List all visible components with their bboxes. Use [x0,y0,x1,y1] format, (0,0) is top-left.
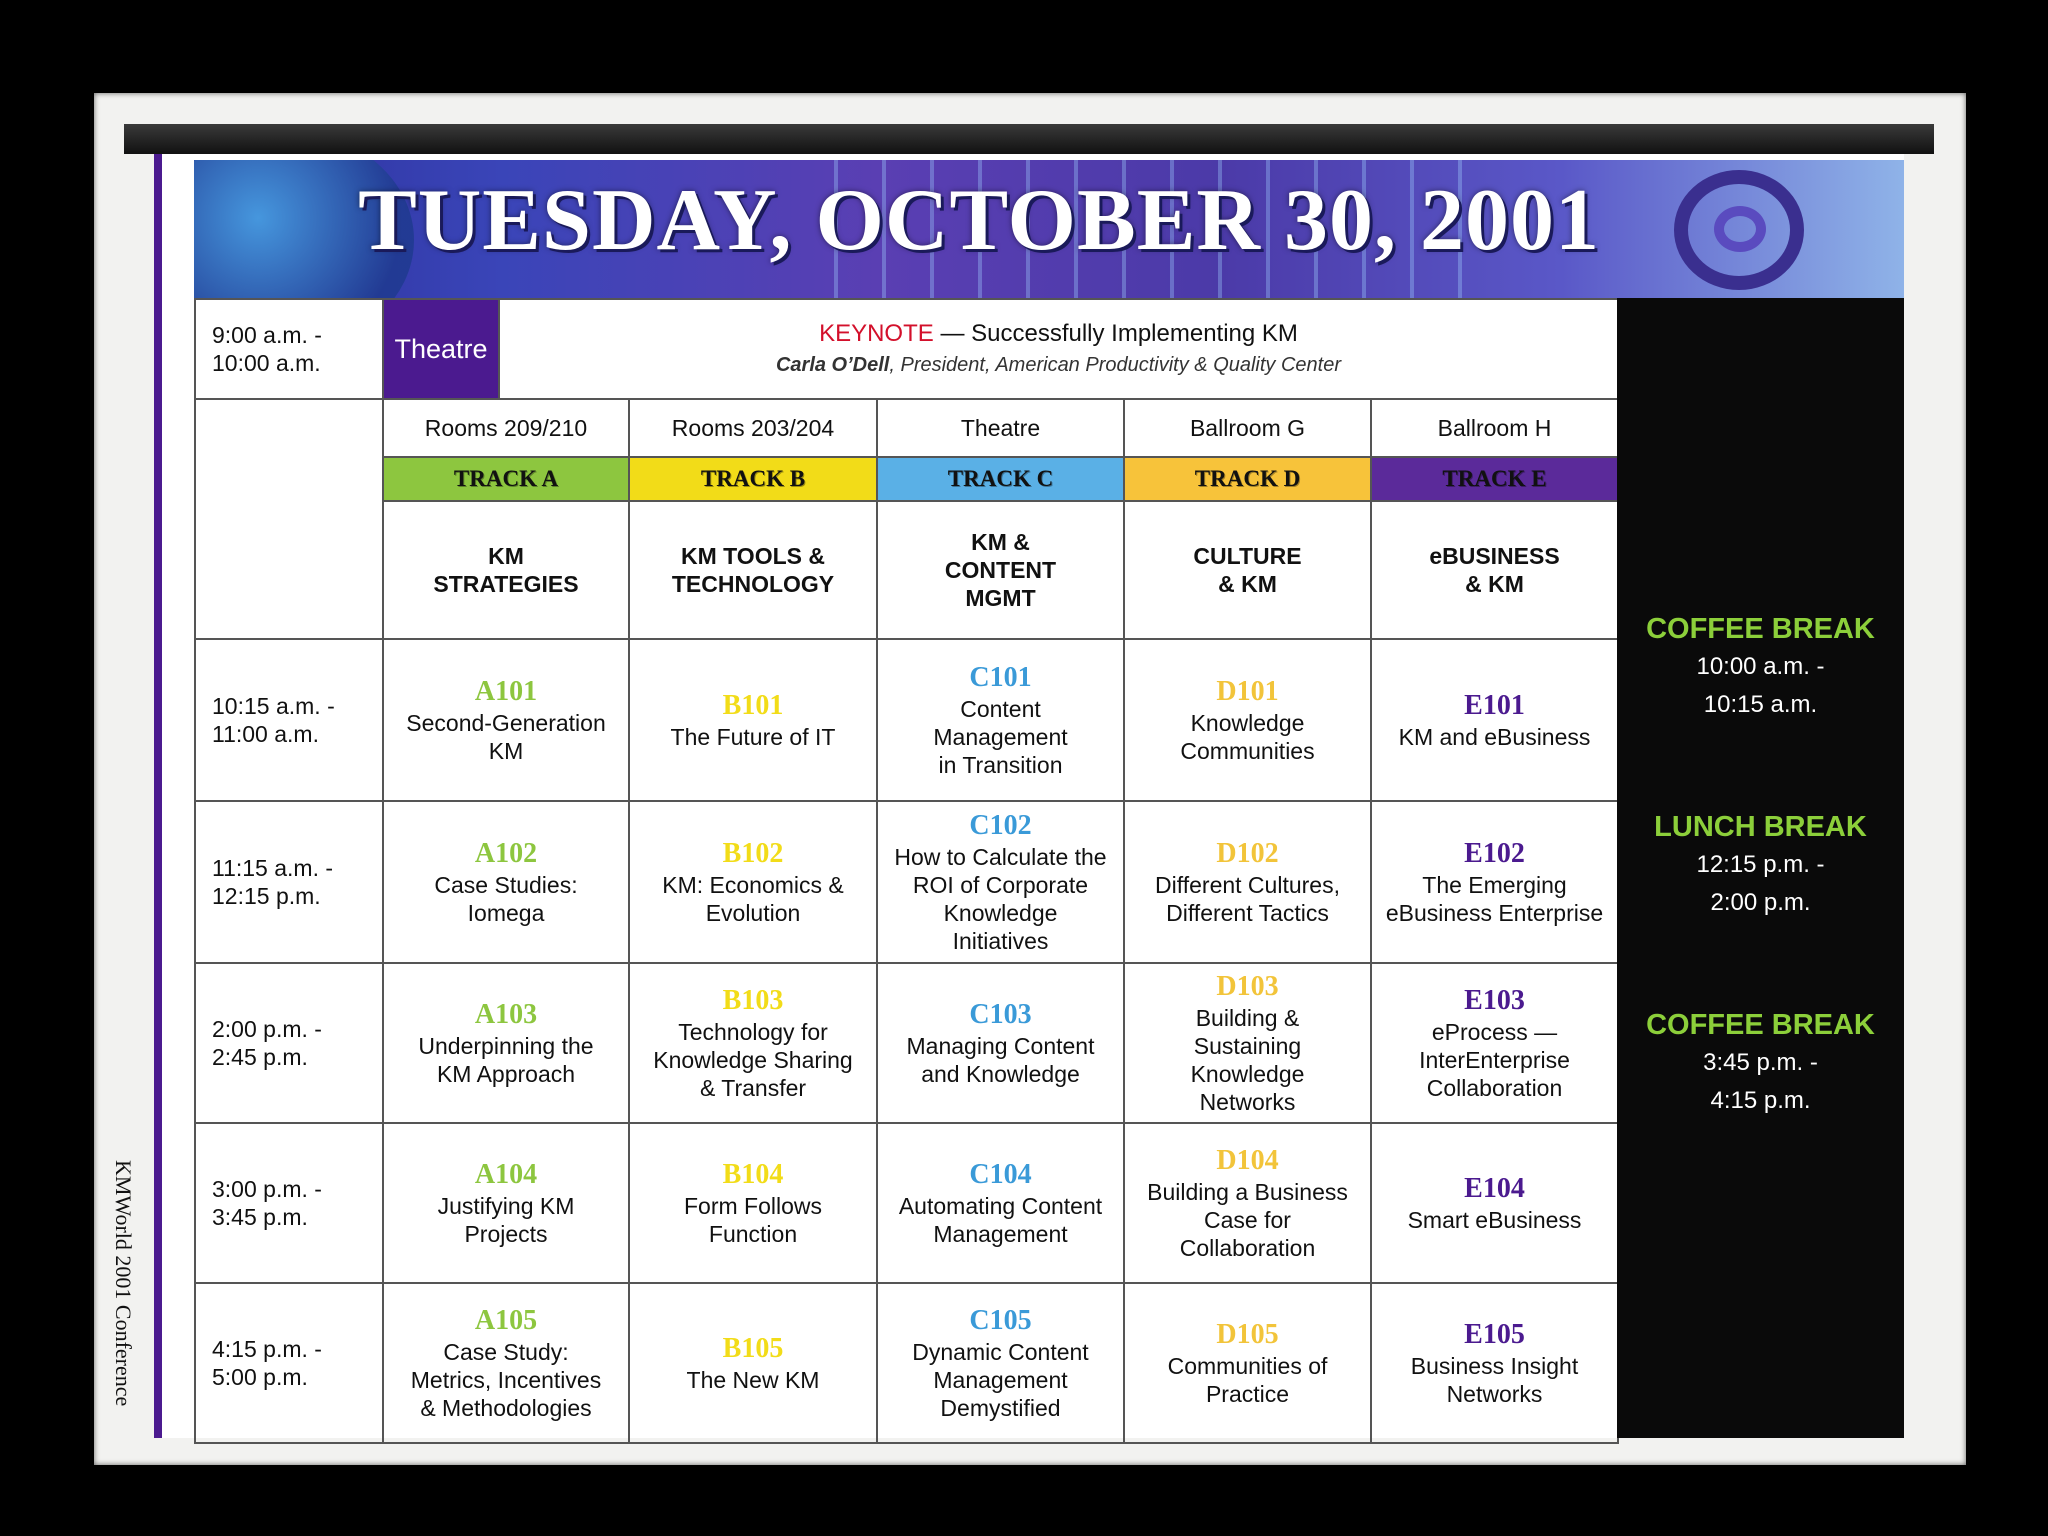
time-end: 10:00 a.m. [212,350,321,376]
time-start: 4:15 p.m. - [212,1336,322,1362]
session-cell [1371,1123,1618,1283]
session-title-line: The New KM [686,1367,820,1393]
session-title-line: Practice [1205,1381,1290,1407]
track-label: TRACK D [1124,457,1371,501]
track-name-line: eBUSINESS [1429,543,1560,569]
session-title-line: Knowledge [943,900,1058,926]
session-title-line: Technology for [678,1019,828,1045]
session-title-line: in Transition [938,752,1063,778]
session-code: E105 [1464,1319,1525,1350]
time-start: 3:00 p.m. - [212,1176,322,1202]
track-name [629,501,877,639]
session-cell [383,801,629,963]
session-cell [383,1123,629,1283]
time-end: 2:45 p.m. [212,1044,308,1070]
session-title-line: Different Tactics [1166,900,1329,926]
session-title-line: InterEnterprise [1419,1047,1570,1073]
time-end: 5:00 p.m. [212,1364,308,1390]
session-title-line: The Emerging [1422,872,1567,898]
session-cell [1124,639,1371,801]
keynote-title: — Successfully Implementing KM [933,320,1298,347]
time-start: 11:15 a.m. - [212,855,334,881]
session-title-line: Management [933,1367,1068,1393]
session-code: C103 [969,999,1032,1030]
session-code: C105 [969,1305,1032,1336]
break-start: 10:00 a.m. - [1696,653,1825,680]
schedule-table [194,298,1619,1444]
time-cell [195,1123,383,1283]
session-cell [383,1283,629,1443]
time-cell [195,299,383,399]
track-label: TRACK B [629,457,877,501]
session-title-line: Knowledge [1190,710,1305,736]
keynote-row [195,299,1618,399]
time-cell [195,801,383,963]
session-code: B104 [722,1159,784,1190]
session-code: E103 [1464,985,1525,1016]
keynote-speaker-line [500,350,1617,380]
time-cell [195,1283,383,1443]
purple-margin-rule [154,154,162,1438]
session-cell [629,801,877,963]
session-cell [877,801,1124,963]
session-title-line: KM [488,738,524,764]
session-row [195,963,1618,1123]
session-cell [629,963,877,1123]
session-title-line: How to Calculate the [894,844,1107,870]
session-cell [877,1123,1124,1283]
session-row [195,1123,1618,1283]
session-cell [877,639,1124,801]
page-title: TUESDAY, OCTOBER 30, 2001 [358,172,1600,269]
session-title-line: and Knowledge [921,1061,1080,1087]
session-code: C104 [969,1159,1032,1190]
session-cell [383,963,629,1123]
session-title-line: Knowledge [1190,1061,1305,1087]
track-room: Ballroom H [1371,399,1618,457]
track-name [1124,501,1371,639]
session-row [195,801,1618,963]
session-code: A103 [474,999,538,1030]
session-cell [877,963,1124,1123]
session-title-line: Building & [1195,1005,1300,1031]
session-code: E102 [1464,838,1525,869]
session-code: A104 [474,1159,538,1190]
session-code: D101 [1216,676,1279,707]
break-label: LUNCH BREAK [1654,811,1867,843]
track-label: TRACK E [1371,457,1618,501]
session-title-line: Metrics, Incentives [410,1367,602,1393]
break-label: COFFEE BREAK [1646,613,1875,645]
track-room: Rooms 203/204 [629,399,877,457]
session-title-line: Automating Content [898,1193,1103,1219]
track-name-line: KM & [971,529,1030,555]
session-title-line: The Future of IT [670,724,836,750]
session-title-line: Case Study: [443,1339,569,1365]
session-title-line: Dynamic Content [912,1339,1089,1365]
session-code: C102 [969,810,1032,841]
session-title-line: & Transfer [699,1075,807,1101]
session-cell [629,639,877,801]
keynote-affiliation: , President, American Productivity & Quality Center [889,354,1342,376]
breaks-panel [1617,298,1904,1438]
session-code: A105 [474,1305,538,1336]
session-title-line: Initiatives [952,928,1049,954]
session-title-line: Business Insight [1410,1353,1579,1379]
session-title-line: Managing Content [906,1033,1095,1059]
session-cell [629,1123,877,1283]
keynote-heading [500,318,1617,350]
session-cell [629,1283,877,1443]
session-cell [1371,963,1618,1123]
keynote-label: KEYNOTE [819,320,934,347]
break-item [1617,1006,1904,1120]
session-title-line: Evolution [705,900,801,926]
session-cell [877,1283,1124,1443]
time-cell [195,963,383,1123]
session-code: B102 [722,838,784,869]
session-code: D104 [1216,1145,1279,1176]
time-start: 10:15 a.m. - [212,693,335,719]
track-label: TRACK C [877,457,1124,501]
time-end: 12:15 p.m. [212,883,321,909]
session-title-line: Sustaining [1193,1033,1302,1059]
session-title-line: Form Follows [683,1193,822,1219]
session-title-line: KM Approach [436,1061,576,1087]
session-title-line: KM and eBusiness [1398,724,1591,750]
blank-corner-cell [195,399,383,639]
session-row [195,639,1618,801]
session-cell [1124,1283,1371,1443]
session-row [195,1283,1618,1443]
session-title-line: Collaboration [1179,1235,1316,1261]
session-code: B105 [722,1333,784,1364]
break-start: 3:45 p.m. - [1703,1049,1818,1076]
session-title-line: Knowledge Sharing [653,1047,853,1073]
session-code: A101 [474,676,538,707]
session-title-line: Function [708,1221,798,1247]
track-room-row [195,399,1618,457]
session-code: A102 [474,838,538,869]
session-cell [1124,1123,1371,1283]
session-title-line: Case for [1204,1207,1291,1233]
session-title-line: Collaboration [1426,1075,1563,1101]
track-name-line: TECHNOLOGY [671,571,835,597]
time-start: 2:00 p.m. - [212,1016,322,1042]
session-cell [1371,639,1618,801]
time-cell [195,639,383,801]
track-name-row [195,501,1618,639]
session-title-line: Projects [464,1221,548,1247]
session-title-line: & Methodologies [420,1395,592,1421]
track-room: Theatre [877,399,1124,457]
keynote-speaker: Carla O’Dell [775,354,890,376]
track-label: TRACK A [383,457,629,501]
session-title-line: Building a Business [1147,1179,1348,1205]
break-item [1617,610,1904,724]
session-cell [1124,801,1371,963]
track-room: Ballroom G [1124,399,1371,457]
session-title-line: KM: Economics & [662,872,844,898]
session-cell [383,639,629,801]
session-title-line: Communities [1180,738,1315,764]
keynote-room: Theatre [383,299,499,399]
track-label-row [195,457,1618,501]
track-name-line: & KM [1465,571,1524,597]
track-name-line: CULTURE [1193,543,1302,569]
session-cell [1371,801,1618,963]
title-banner [194,160,1904,298]
track-name-line: STRATEGIES [433,571,579,597]
session-title-line: Justifying KM [437,1193,575,1219]
break-end: 4:15 p.m. [1710,1087,1811,1114]
time-end: 3:45 p.m. [212,1204,308,1230]
track-name-line: KM TOOLS & [681,543,825,569]
session-title-line: Demystified [940,1395,1061,1421]
session-title-line: Management [933,724,1068,750]
session-code: B103 [722,985,784,1016]
session-title-line: Communities of [1167,1353,1328,1379]
side-caption: KMWorld 2001 Conference [111,1160,136,1407]
session-title-line: Content [960,696,1041,722]
session-title-line: Networks [1199,1089,1296,1115]
session-code: B101 [722,690,784,721]
break-end: 2:00 p.m. [1710,889,1811,916]
session-code: D103 [1216,971,1279,1002]
session-code: E104 [1464,1173,1525,1204]
session-code: D102 [1216,838,1279,869]
session-title-line: eProcess — [1431,1019,1558,1045]
session-title-line: Second-Generation [406,710,606,736]
track-name [877,501,1124,639]
break-item [1617,808,1904,922]
keynote-cell [499,299,1618,399]
track-name-line: KM [488,543,524,569]
track-room: Rooms 209/210 [383,399,629,457]
session-cell [1371,1283,1618,1443]
track-name-line: & KM [1218,571,1277,597]
session-title-line: Different Cultures, [1155,872,1340,898]
time-end: 11:00 a.m. [212,721,319,747]
session-title-line: Management [933,1221,1068,1247]
session-code: C101 [969,662,1032,693]
session-title-line: Iomega [467,900,545,926]
session-title-line: Networks [1446,1381,1543,1407]
track-name-line: CONTENT [944,557,1057,583]
session-title-line: Smart eBusiness [1407,1207,1582,1233]
session-code: E101 [1464,690,1525,721]
session-title-line: ROI of Corporate [912,872,1089,898]
break-end: 10:15 a.m. [1703,691,1818,718]
track-name [1371,501,1618,639]
break-start: 12:15 p.m. - [1696,851,1825,878]
session-code: D105 [1216,1319,1279,1350]
session-title-line: eBusiness Enterprise [1385,900,1604,926]
screen-top-bar [124,124,1934,154]
session-cell [1124,963,1371,1123]
session-title-line: Underpinning the [418,1033,594,1059]
time-start: 9:00 a.m. - [212,322,322,348]
break-label: COFFEE BREAK [1646,1009,1875,1041]
track-name-line: MGMT [965,585,1036,611]
track-name [383,501,629,639]
session-title-line: Case Studies: [434,872,578,898]
